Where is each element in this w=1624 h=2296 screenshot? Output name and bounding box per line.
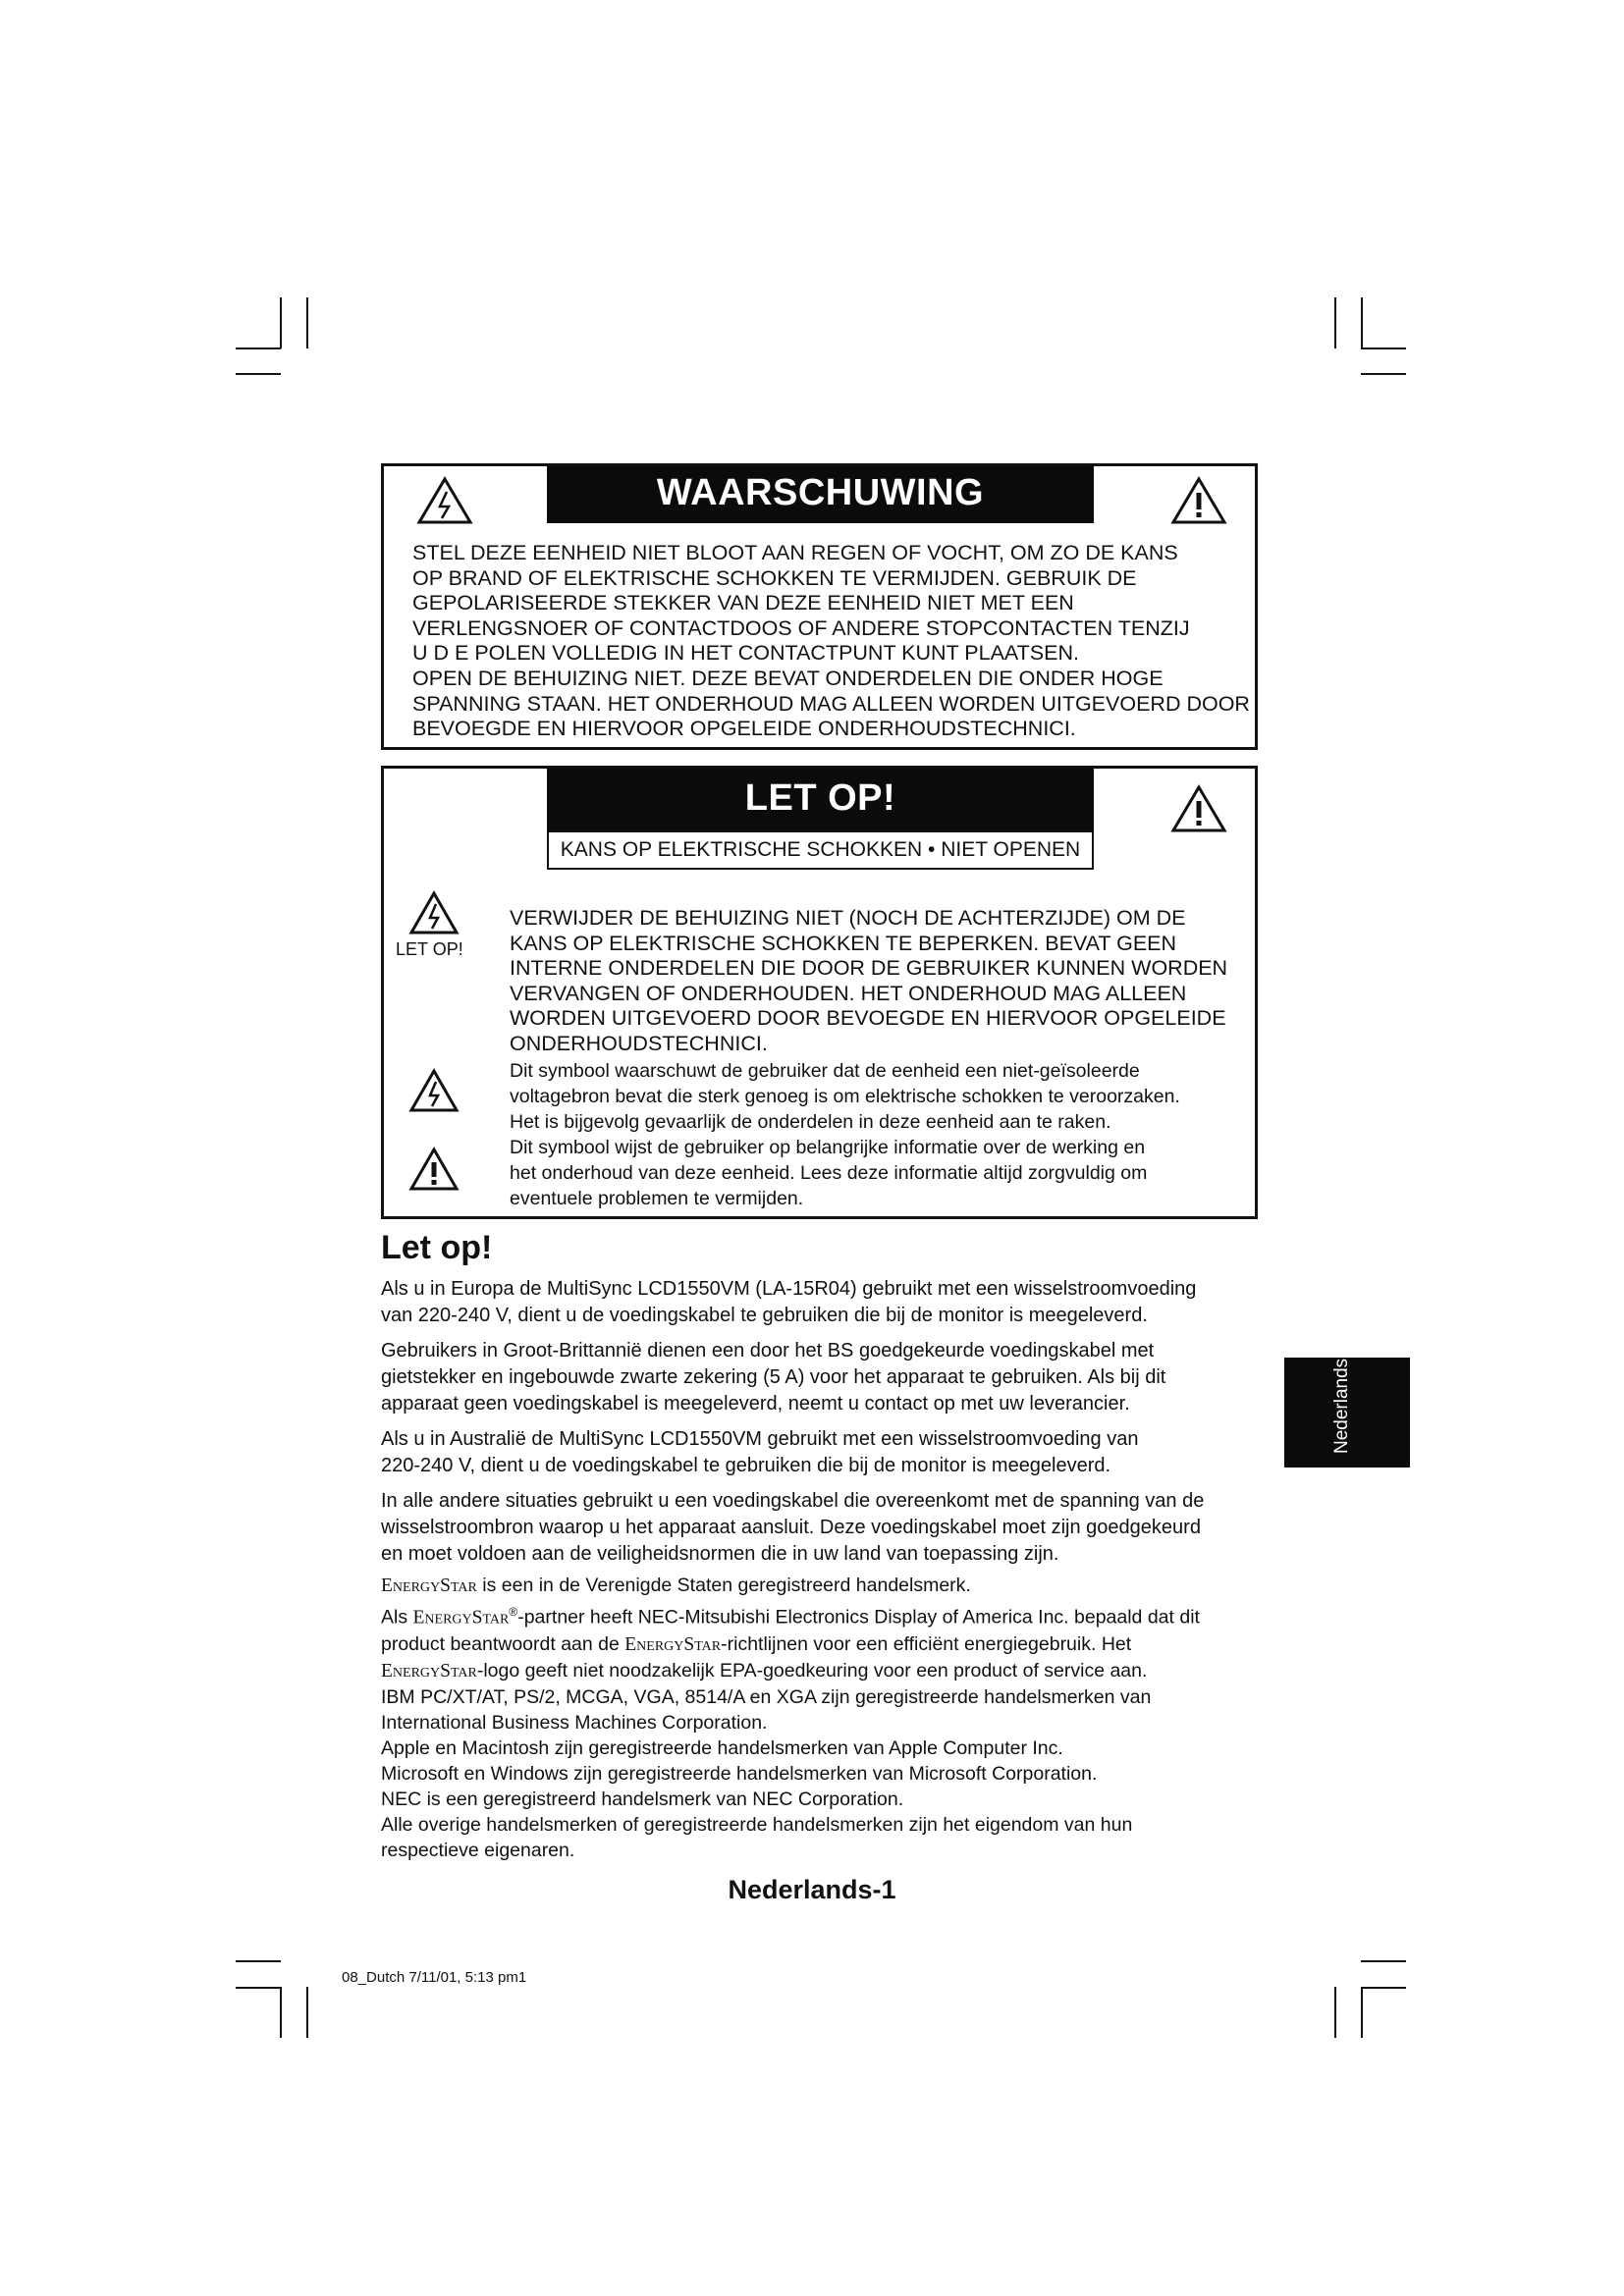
print-slug: 08_Dutch 7/11/01, 5:13 pm1 <box>342 1969 527 1986</box>
info-line: het onderhoud van deze eenheid. Lees deze informatie altijd zorgvuldig om <box>510 1162 1148 1184</box>
letop-body <box>381 1276 1204 1568</box>
paragraph-line: 220-240 V, dient u de voedingskabel te gebruiken die bij de monitor is meegeleverd. <box>381 1455 1111 1476</box>
page-number: Nederlands-1 <box>728 1875 896 1904</box>
warning-line: BEVOEGDE EN HIERVOOR OPGELEIDE ONDERHOUDSTECHNICI. <box>412 717 1076 741</box>
trademark-line: EnergyStar-logo geeft niet noodzakelijk EPA-goedkeuring voor een product of service aan. <box>381 1659 1148 1682</box>
paragraph <box>381 1426 1204 1479</box>
trademark-line: EnergyStar is een in de Verenigde Staten geregistreerd handelsmerk. <box>381 1575 971 1596</box>
warning-line: STEL DEZE EENHEID NIET BLOOT AAN REGEN OF VOCHT, OM ZO DE KANS <box>412 541 1178 564</box>
trademark-line: respectieve eigenaren. <box>381 1839 575 1861</box>
caution-line: VERWIJDER DE BEHUIZING NIET (NOCH DE ACHTERZIJDE) OM DE <box>510 906 1186 930</box>
electric-shock-icon <box>408 1068 460 1113</box>
letop-heading: Let op! <box>381 1229 493 1266</box>
warning-line: OP BRAND OF ELEKTRISCHE SCHOKKEN TE VERMIJDEN. GEBRUIK DE <box>412 565 1137 590</box>
caution-line: ONDERHOUDSTECHNICI. <box>510 1031 768 1055</box>
caution-subtitle: KANS OP ELEKTRISCHE SCHOKKEN • NIET OPENEN <box>560 838 1081 861</box>
warning-line: SPANNING STAAN. HET ONDERHOUD MAG ALLEEN WORDEN UITGEVOERD DOOR <box>412 691 1250 716</box>
caution-line: KANS OP ELEKTRISCHE SCHOKKEN TE BEPERKEN. BEVAT GEEN <box>510 931 1177 955</box>
caution-icon-label: LET OP! <box>396 939 463 959</box>
voltage-symbol-text <box>510 1058 1180 1135</box>
info-line: Dit symbool wijst de gebruiker op belangrijke informatie over de werking en <box>510 1137 1146 1158</box>
warning-box <box>381 463 1258 750</box>
warning-line: OPEN DE BEHUIZING NIET. DEZE BEVAT ONDERDELEN DIE ONDER HOGE <box>412 666 1164 690</box>
trademark-line: International Business Machines Corporation. <box>381 1711 768 1734</box>
paragraph-line: van 220-240 V, dient u de voedingskabel te gebruiken die bij de monitor is meegeleverd. <box>381 1305 1148 1326</box>
caution-title: LET OP! <box>744 777 896 819</box>
language-side-tab <box>1284 1358 1410 1468</box>
voltage-line: voltagebron bevat die sterk genoeg is om elektrische schokken te veroorzaken. <box>510 1086 1180 1107</box>
warning-line: U D E POLEN VOLLEDIG IN HET CONTACTPUNT KUNT PLAATSEN. <box>412 641 1079 666</box>
trademark-line: Alle overige handelsmerken of geregistreerde handelsmerken zijn het eigendom van hun <box>381 1813 1133 1836</box>
caution-box <box>381 766 1258 1219</box>
paragraph-line: Als u in Australië de MultiSync LCD1550VM gebruikt met een wisselstroomvoeding van <box>381 1428 1139 1450</box>
warning-title: WAARSCHUWING <box>656 472 985 513</box>
trademark-line: IBM PC/XT/AT, PS/2, MCGA, VGA, 8514/A en XGA zijn geregistreerde handelsmerken van <box>381 1685 1152 1708</box>
paragraph <box>381 1276 1204 1329</box>
caution-banner <box>547 769 1094 831</box>
trademark-line: Apple en Macintosh zijn geregistreerde handelsmerken van Apple Computer Inc. <box>381 1736 1063 1759</box>
info-symbol-text <box>510 1135 1147 1211</box>
paragraph-line: wisselstroombron waarop u het apparaat aansluit. Deze voedingskabel moet zijn goedgekeurd <box>381 1517 1201 1538</box>
exclamation-icon <box>408 1147 460 1192</box>
warning-text <box>412 541 1250 742</box>
paragraph-line: Gebruikers in Groot-Brittannië dienen een door het BS goedgekeurde voedingskabel met <box>381 1340 1155 1362</box>
paragraph <box>381 1488 1204 1568</box>
trademark-line: Als EnergyStar®-partner heeft NEC-Mitsubishi Electronics Display of America Inc. bepaald dat dit <box>381 1605 1200 1629</box>
exclamation-warning-icon <box>1170 476 1227 525</box>
caution-subtitle-box <box>547 830 1094 870</box>
info-line: eventuele problemen te vermijden. <box>510 1188 804 1209</box>
side-tab-label: Nederlands <box>1331 1358 1352 1454</box>
paragraph-line: In alle andere situaties gebruikt u een voedingskabel die overeenkomt met de spanning van de <box>381 1490 1205 1512</box>
caution-line: WORDEN UITGEVOERD DOOR BEVOEGDE EN HIERVOOR OPGELEIDE <box>510 1006 1226 1031</box>
paragraph-line: apparaat geen voedingskabel is meegeleverd, neemt u contact op met uw leverancier. <box>381 1393 1130 1415</box>
electric-shock-warning-icon <box>416 476 473 525</box>
paragraph <box>381 1338 1204 1417</box>
voltage-line: Dit symbool waarschuwt de gebruiker dat de eenheid een niet-geïsoleerde <box>510 1060 1140 1082</box>
trademarks <box>381 1573 1200 1863</box>
energystar-name: EnergyStar <box>381 1575 477 1596</box>
caution-line: VERVANGEN OF ONDERHOUDEN. HET ONDERHOUD MAG ALLEEN <box>510 981 1187 1005</box>
trademark-line: Microsoft en Windows zijn geregistreerde handelsmerken van Microsoft Corporation. <box>381 1762 1098 1785</box>
voltage-line: Het is bijgevolg gevaarlijk de onderdelen in deze eenheid aan te raken. <box>510 1111 1111 1133</box>
exclamation-warning-icon <box>1170 784 1227 833</box>
paragraph-line: en moet voldoen aan de veiligheidsnormen die in uw land van toepassing zijn. <box>381 1543 1059 1565</box>
trademark-line: product beantwoordt aan de EnergyStar-richtlijnen voor een efficiënt energiegebruik. Het <box>381 1632 1132 1655</box>
warning-line: GEPOLARISEERDE STEKKER VAN DEZE EENHEID NIET MET EEN <box>412 591 1074 615</box>
paragraph-line: gietstekker en ingebouwde zwarte zekering (5 A) voor het apparaat te gebruiken. Als bij dit <box>381 1366 1166 1388</box>
caution-line: INTERNE ONDERDELEN DIE DOOR DE GEBRUIKER KUNNEN WORDEN <box>510 956 1228 981</box>
caution-main-text <box>510 906 1227 1057</box>
paragraph-line: Als u in Europa de MultiSync LCD1550VM (LA-15R04) gebruikt met een wisselstroomvoeding <box>381 1278 1197 1300</box>
trademark-line: NEC is een geregistreerd handelsmerk van NEC Corporation. <box>381 1788 904 1810</box>
warning-line: VERLENGSNOER OF CONTACTDOOS OF ANDERE STOPCONTACTEN TENZIJ <box>412 615 1190 640</box>
warning-banner <box>547 466 1094 523</box>
electric-shock-icon <box>408 890 460 935</box>
